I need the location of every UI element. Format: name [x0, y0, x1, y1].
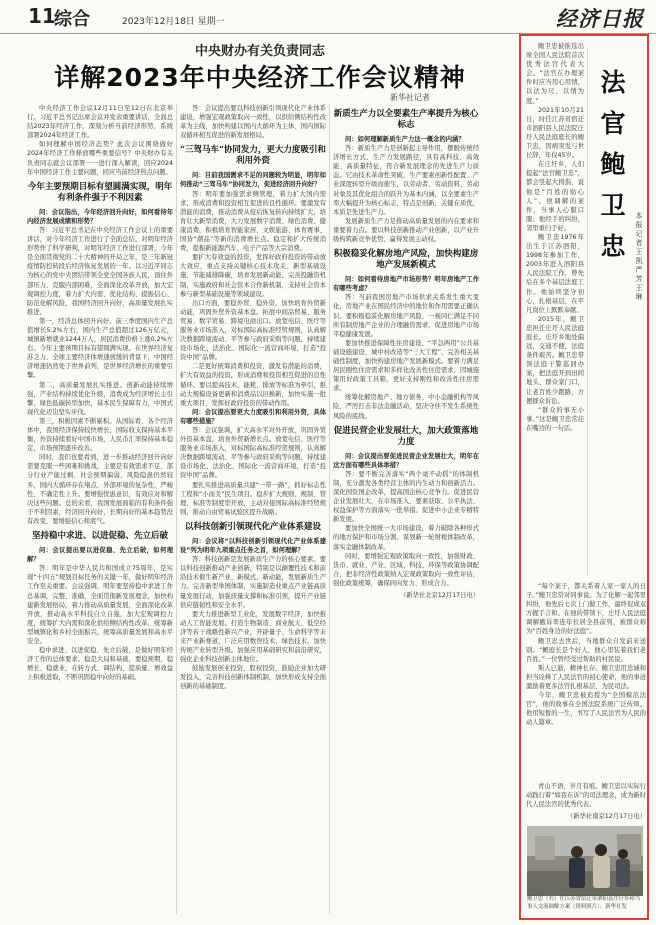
question-paragraph: 问：如何看待房地产市场形势？明年房地产工作有哪些考虑？	[333, 276, 479, 293]
body-paragraph: 发展新质生产力是推动高质量发展的内在要求和重要着力点。要以科技创新推动产业创新，以产业升级构筑新竞争优势、赢得发展主动权。	[333, 217, 479, 244]
body-paragraph: 第一，经济总体回升向好。前三季度国内生产总值增长5.2%左右，国内生产总值超过126万亿元，城镇新增就业1244万人，居民消费价格上涨0.2%左右。今年主要预期目标有望圆满实现。在世界经济复苏乏力、全球主要经济体增速放缓的背景下，中国经济增速仍然处于世界前列，是世界经济增长的重要引擎。	[27, 317, 173, 380]
feature-paragraph: 在庄圩乡，人们提起“法官鲍卫忠”，都会竖起大拇指，说他是“百姓的贴心人”。他调解的案件，当事人心服口服；他经手的纠纷，邻里重归于好。	[526, 161, 584, 232]
feature-paragraph: “群众的事无小事。”这是鲍卫忠常挂在嘴边的一句话。	[526, 406, 584, 432]
question-paragraph: 问：会议指出，今年经济回升向好，如何看待年内经济发展成绩和形势？	[27, 208, 173, 225]
photo-caption: 鲍卫忠（右）在江苏省宿迁市泗阳县庄圩乡和当事人交流调解方案（资料照片）。新华社发	[527, 896, 641, 910]
feature-divider	[587, 48, 588, 576]
body-paragraph: 同时，要增强宏观政策取向一致性，加强财政、货币、就业、产业、区域、科技、环保等政策协调配合，把非经济性政策纳入宏观政策取向一致性评估，强化政策统筹，确保同向发力、形成合力。	[333, 552, 479, 587]
section-subheading: “三驾马车”协同发力，更大力度吸引和利用外资	[180, 145, 326, 167]
feature-title-char: 忠	[600, 232, 626, 261]
body-paragraph: 答：明年要加强需求侧管理，着力扩大国内需求，形成消费和投资相互促进的良性循环。要激发有潜能的消费，推动消费从疫后恢复转向持续扩大，培育壮大新型消费，大力发展数字消费、绿色消费、健康消费，积极培育智能家居、文娱旅游、体育赛事、国货“潮品”等新的消费增长点。稳定和扩大传统消费，提振新能源汽车、电子产品等大宗消费。	[180, 190, 326, 253]
feature-title	[593, 62, 633, 267]
section-subheading: 促进民营企业发展壮大，加大政策落地力度	[333, 425, 479, 447]
feature-source: （新华社南京12月17日电）	[567, 813, 646, 821]
body-paragraph: 第三，积极因素不断累积。从国际看，各个经济体中，我国经济保持较快增长，国际收支保持基本平衡，外资持续看好中国市场，人民币汇率保持基本稳定，市场预期逐步改善。	[27, 417, 173, 453]
feature-byline-char: 本	[635, 212, 643, 220]
feature-paragraph: 斯人已逝，精神长存。鲍卫忠用忠诚和担当诠释了人民法官的初心使命，他的事迹激励着更多法官扎根基层、为民司法。	[526, 664, 646, 691]
feature-paragraph: 2015年，鲍卫忠担任庄圩人民法庭庭长。庄圩乡地处偏远，交通不便，法庭条件艰苦。鲍卫忠带领法庭干警巡回办案，把法庭开到田间地头、群众家门口，让老百姓少跑路，方便群众诉讼。	[526, 315, 584, 405]
body-paragraph: 同时，我们也要看到，进一步推动经济回升向好需要克服一些困难和挑战，主要是有效需求不足、部分行业产能过剩、社会预期偏弱、风险隐患仍然较多，国内大循环存在堵点，外部环境的复杂性、严峻性、不确定性上升。要增强忧患意识，有效应对和解决这些问题。总的来看，我国发展面临的有利条件强于不利因素，经济回升向好、长期向好的基本趋势没有改变，要增强信心和底气。	[27, 454, 173, 525]
section-subheading: 坚持稳中求进、以进促稳、先立后破	[31, 531, 168, 542]
column-divider	[329, 104, 330, 914]
body-paragraph: 要扎实推进高质量共建“一带一路”，抓好标志性工程和“小而美”民生项目。稳步扩大规则、规制、管理、标准等制度型开放，主动对接国际高标准经贸规则，推动自由贸易试验区提升战略。	[180, 481, 326, 516]
feature-title-char: 官	[600, 109, 626, 138]
article-column-2	[180, 104, 326, 916]
feature-paragraph: “每个案子，都关系着人家一家人的日子。”鲍卫忠常对同事说。为了化解一起邻里纠纷，他先后七次上门做工作，最终促成双方握手言和。在他的带领下，庄圩人民法庭调解撤诉率连年位居全县前列，被群众称为“百姓身边的好法庭”。	[526, 583, 646, 636]
feature-paragraph: 2021年10月21日，时任江苏省宿迁市泗阳县人民法院庄圩人民法庭庭长的鲍卫忠，因病突发与世长辞，年仅45岁。	[526, 106, 584, 160]
body-paragraph: 出口方面，要稳外贸、稳外资，加快培育外贸新动能，巩固外贸外资基本盘。拓展中间品贸易、服务贸易、数字贸易、跨境电商出口。放宽电信、医疗等服务业市场准入，对标国际高标准经贸规则，认真解决数据跨境流动、平等参与政府采购等问题，持续建设市场化、法治化、国际化一流营商环境，打造“投资中国”品牌。	[180, 299, 326, 362]
body-paragraph: 中央经济工作会议12月11日至12日在北京举行。习近平总书记出席会议并发表重要讲话，全面总结2023年经济工作，深刻分析当前经济形势，系统部署2024年经济工作。	[27, 105, 173, 140]
section-subheading: 以科技创新引领现代化产业体系建设	[184, 521, 321, 532]
question-paragraph: 问：目前我国需求不足的问题较为明显，明年如何推动“三驾马车”协同发力，促进经济回升向好？	[180, 172, 326, 189]
feature-byline-char: 琳	[635, 293, 643, 301]
article-source: （新华社北京12月17日电）	[400, 592, 479, 600]
feature-byline	[633, 212, 645, 302]
body-paragraph: 第二，高质量发展扎实推进。创新动能持续增强，产业结构持续优化升级，消费成为经济增长主引擎，绿色低碳转型加快，基本民生保障有力，中国式现代化迈出坚实步伐。	[27, 381, 173, 416]
feature-title-char: 鲍	[600, 150, 626, 179]
feature-byline-char: 王	[635, 284, 643, 292]
feature-text-narrow	[526, 42, 584, 582]
question-paragraph: 问：会议将“以科技创新引领现代化产业体系建设”列为明年九项重点任务之首，如何理解？	[180, 537, 326, 555]
article-byline: 新华社记者	[390, 93, 430, 102]
feature-byline-char: 凯	[635, 257, 643, 265]
section-name: 综合	[54, 9, 90, 30]
article-headline: 详解2023年中央经济工作会议精神	[54, 63, 466, 92]
body-paragraph: 稳中求进、以进促稳、先立后破，是做好明年经济工作的总体要求。稳是大局和基础，要稳预期、稳增长、稳就业，在转方式、调结构、提质量、增效益上积极进取，不断巩固稳中向好的基础。	[27, 647, 173, 682]
article-column-3	[333, 104, 479, 916]
feature-byline-char: 者	[635, 239, 643, 247]
question-paragraph: 问：会议提出要以进促稳、先立后破，如何理解？	[27, 547, 173, 564]
feature-box	[519, 34, 649, 920]
feature-byline-char: 报	[635, 221, 643, 229]
article-kicker: 中央财办有关负责同志	[194, 44, 325, 59]
feature-paragraph: 鲍卫忠去世后，当地群众自发前来送别。“鲍庭长是个好人，他心里装着我们老百姓。”一位曾经受过帮助的村民说。	[526, 637, 646, 663]
question-paragraph: 问：会议提出要促进民营企业发展壮大，明年在这方面有哪些具体举措？	[333, 452, 479, 469]
body-paragraph: 答：明年是中华人民共和国成立75周年，是实现“十四五”规划目标任务的关键一年，做好明年经济工作至关重要。会议强调，明年要坚持稳中求进工作总基调，完整、准确、全面贯彻新发展理念，加快构建新发展格局，着力推动高质量发展，全面深化改革开放，推动高水平科技自立自强，加大宏观调控力度，统筹扩大内需和深化供给侧结构性改革，统筹新型城镇化和乡村全面振兴，统筹高质量发展和高水平安全。	[27, 565, 173, 645]
article-column-1	[27, 104, 173, 916]
page-header	[0, 0, 656, 34]
section-subheading: 积极稳妥化解房地产风险，加快构建房地产发展新模式	[333, 249, 479, 271]
feature-text-tail	[526, 782, 646, 822]
section-subheading: 今年主要预期目标有望圆满实现，明年有利条件强于不利因素	[27, 181, 173, 203]
feature-tail-paragraph: 青山不语，岁月有痕。鲍卫忠以实际行动践行着“如我在诉”的司法理念，成为新时代人民法官的优秀代表。	[526, 783, 646, 809]
feature-byline-char: 王	[635, 248, 643, 256]
issue-date: 2023年12月18日 星期一	[122, 17, 225, 27]
photo-image	[527, 826, 643, 896]
body-paragraph: 答：当前我国房地产市场供求关系发生重大变化，房地产业在国民经济中的地位和作用需要正确认识。要积极稳妥化解房地产风险，一视同仁满足不同所有制房地产企业的合理融资需求，促进房地产市场平稳健康发展。	[333, 294, 479, 338]
body-paragraph: 答：会议提出要以科技创新引领现代化产业体系建设，增强宏观政策取向一致性，以供给侧结构性改革为主线，加快构建以国内大循环为主体、国内国际双循环相互促进的新发展格局。	[180, 105, 326, 140]
feature-title-char: 卫	[600, 191, 626, 220]
body-paragraph: 答：习近平总书记在中央经济工作会议上的重要讲话，对今年经济工作进行了全面总结，对明年经济形势作了科学研判，对明年经济工作进行部署，今年是全面贯彻党的二十大精神的开局之年，是三年新冠疫情防控转段后经济恢复发展的一年。以习近平同志为核心的党中央团结带领全党全国各族人民，顶住外部压力、克服内部困难，全面深化改革开放，加大宏观调控力度，着力扩大内需、优化结构、提振信心、防范化解风险，我国经济回升向好，高质量发展扎实推进。	[27, 226, 173, 316]
feature-byline-char: 芳	[635, 275, 643, 283]
body-paragraph: 鼓励发展创业投资、股权投资，鼓励企业加大研发投入，完善科技创新体制机制，加快形成支持全面创新的基础制度。	[180, 665, 326, 691]
feature-text-wide	[526, 582, 646, 782]
feature-byline-char: 严	[635, 266, 643, 274]
body-paragraph: 答：科技创新是发展新质生产力的核心要素。要以科技创新推动产业创新，特别是以颠覆性技术和前沿技术催生新产业、新模式、新动能，发展新质生产力。完善新型举国体制，实施制造业重点产业链高质量发展行动，加强质量支撑和标准引领，提升产业链供应链韧性和安全水平。	[180, 556, 326, 609]
body-paragraph: 要扩大有效益的投资，发挥好政府投资的带动放大效应，重点支持关键核心技术攻关、新型基础设施、节能减排降碳，培育发展新动能。完善投融资机制，实施政府和社会资本合作新机制，支持社会资本参与新型基础设施等领域建设。	[180, 254, 326, 298]
feature-paragraph: 鲍卫忠1976年出生于江苏泗阳，1998年参加工作，2003年进入泗阳县人民法院工作，曾先后在多个基层法庭工作。他始终坚守初心，扎根基层，在平凡岗位上默默奉献。	[526, 233, 584, 314]
body-paragraph: 要大力推进新型工业化，发展数字经济，加快推动人工智能发展。打造生物制造、商业航天、低空经济等若干战略性新兴产业，开辟量子、生命科学等未来产业新赛道，广泛应用数智技术、绿色技术，加快传统产业转型升级。加强应用基础研究和前沿研究，强化企业科技创新主体地位。	[180, 610, 326, 664]
question-paragraph: 问：会议提出要更大力度吸引和利用外资，具体有哪些措施？	[180, 408, 326, 425]
body-paragraph: 要加快全国统一大市场建设，着力破除各种形式的地方保护和市场分割。谋划新一轮财税体制改革，落实金融体制改革。	[333, 525, 479, 551]
feature-photo	[527, 826, 643, 896]
body-paragraph: 统筹化解房地产、地方债务、中小金融机构等风险，严厉打击非法金融活动，坚决守住不发生系统性风险的底线。	[333, 394, 479, 420]
feature-title-char: 法	[600, 68, 626, 97]
section-subheading: 新质生产力以全要素生产率提升为核心标志	[333, 109, 479, 130]
body-paragraph: 答：要不断完善落实“两个毫不动摇”的体制机制，充分激发各类经营主体的内生动力和创新活力。深化国资国企改革，提高国企核心竞争力。促进民营企业发展壮大，在市场准入、要素获取、公平执法、权益保护等方面落实一批举措。促进中小企业专精特新发展。	[333, 470, 479, 524]
feature-byline-char: 记	[635, 230, 643, 238]
body-paragraph: 答：新质生产力是创新起主导作用，摆脱传统经济增长方式、生产力发展路径，具有高科技、高效能、高质量特征，符合新发展理念的先进生产力质态。它由技术革命性突破、生产要素创新性配置、产业深度转型升级而催生，以劳动者、劳动资料、劳动对象及其优化组合的跃升为基本内涵，以全要素生产率大幅提升为核心标志，特点是创新，关键在质优，本质是先进生产力。	[333, 145, 479, 216]
body-paragraph: 二是更好统筹消费和投资，激发有潜能的消费，扩大有效益的投资，形成消费和投资相互促进的良性循环。要以提高技术、能耗、排放等标准为牵引，推动大规模设备更新和消费品以旧换新，加快实施一批重大项目，发挥好政府投资的带动作用。	[180, 363, 326, 407]
body-paragraph: 如何理解中国经济态势？此次会议围绕做好2024年经济工作释放哪些重要信号？中央财办有关负责同志就会议部署一一进行深入解读，回应2024年中国经济工作主要问题，回应当前经济热点问题。	[27, 141, 173, 176]
page-number: 11	[28, 4, 56, 28]
body-paragraph: 答：会议强调，扩大高水平对外开放，巩固外贸外资基本盘，培育外贸新增长点。放宽电信、医疗等服务业市场准入，对标国际高标准经贸规则，认真解决数据跨境流动、平等参与政府采购等问题，持续建设市场化、法治化、国际化一流营商环境，打造“投资中国”品牌。	[180, 427, 326, 480]
feature-paragraph: 鲍卫忠被推选出席全国人民法院首次优秀法官代表大会。“法官在办理案件时应当用心用情，以法为尺，以情为度。”	[526, 43, 584, 105]
newspaper-logo: 经济日报	[556, 6, 644, 31]
feature-paragraph: 今年，鲍卫忠被追授为“全国模范法官”，他的故事在全国法院系统广泛传颂。他用短暂的一生，书写了人民法官为人民的动人篇章。	[526, 692, 646, 727]
column-divider	[176, 104, 177, 914]
question-paragraph: 问：如何理解新质生产力这一概念的内涵？	[345, 136, 465, 143]
body-paragraph: 要加快推进保障性住房建设、“平急两用”公共基础设施建设、城中村改造等“三大工程”，完善相关基础性制度，加快构建房地产发展新模式。要着力满足居民刚性住房需求和多样化改善性住房需求，因城施策用好政策工具箱，更好支持刚性和改善性住房需求。	[333, 339, 479, 393]
